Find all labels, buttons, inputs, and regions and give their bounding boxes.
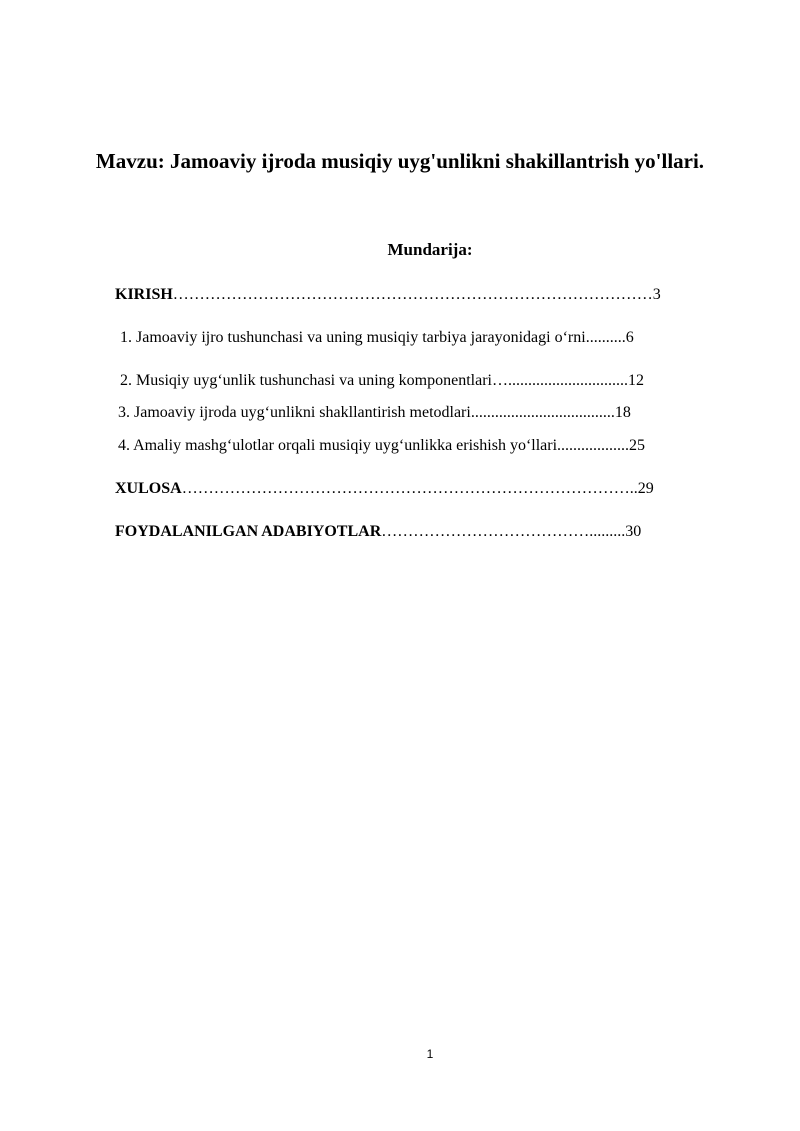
toc-entry-label: KIRISH: [115, 286, 173, 303]
toc-entry-4: [118, 436, 645, 456]
toc-entry-kirish: [115, 285, 661, 305]
toc-entry-1: [120, 328, 634, 348]
toc-entry-page: 18: [614, 404, 631, 421]
toc-entry-page: 12: [627, 372, 644, 389]
toc-entry-page: 25: [629, 437, 646, 454]
toc-entry-page: 30: [625, 523, 642, 540]
toc-entry-leader: ....................................: [470, 404, 615, 421]
toc-entry-leader: ………………………………….........: [381, 523, 626, 540]
toc-entry-label: FOYDALANILGAN ADABIYOTLAR: [115, 523, 382, 540]
toc-entry-label: XULOSA: [115, 480, 182, 497]
toc-entry-leader: ………………………………………………………………………………: [172, 286, 653, 303]
toc-entry-leader: …………………………………………………………………………..: [181, 480, 638, 497]
toc-entry-page: 3: [652, 286, 661, 303]
page-number: 1: [426, 1047, 434, 1061]
toc-entry-label: 3. Jamoaviy ijroda uyg‘unlikni shakllantirish metodlari: [118, 404, 471, 421]
toc-entry-label: 2. Musiqiy uyg‘unlik tushunchasi va uning komponentlari: [120, 372, 492, 389]
toc-entry-leader: ..........: [585, 329, 626, 346]
toc-entry-page: 29: [637, 480, 654, 497]
toc-entry-leader: …..............................: [491, 372, 628, 389]
toc-entry-xulosa: [115, 479, 654, 499]
toc-entry-page: 6: [625, 329, 634, 346]
toc-entry-label: 1. Jamoaviy ijro tushunchasi va uning musiqiy tarbiya jarayonidagi o‘rni: [120, 329, 586, 346]
toc-entry-leader: ..................: [557, 437, 630, 454]
document-title: Mavzu: Jamoaviy ijroda musiqiy uyg'unlikni shakillantrish yo'llari.: [95, 149, 705, 173]
toc-heading: Mundarija:: [387, 240, 473, 259]
toc-entry-2: [120, 371, 644, 391]
toc-entry-label: 4. Amaliy mashg‘ulotlar orqali musiqiy uyg‘unlikka erishish yo‘llari: [118, 437, 558, 454]
toc-entry-adabiyotlar: [115, 522, 641, 542]
toc-entry-3: [118, 403, 631, 423]
